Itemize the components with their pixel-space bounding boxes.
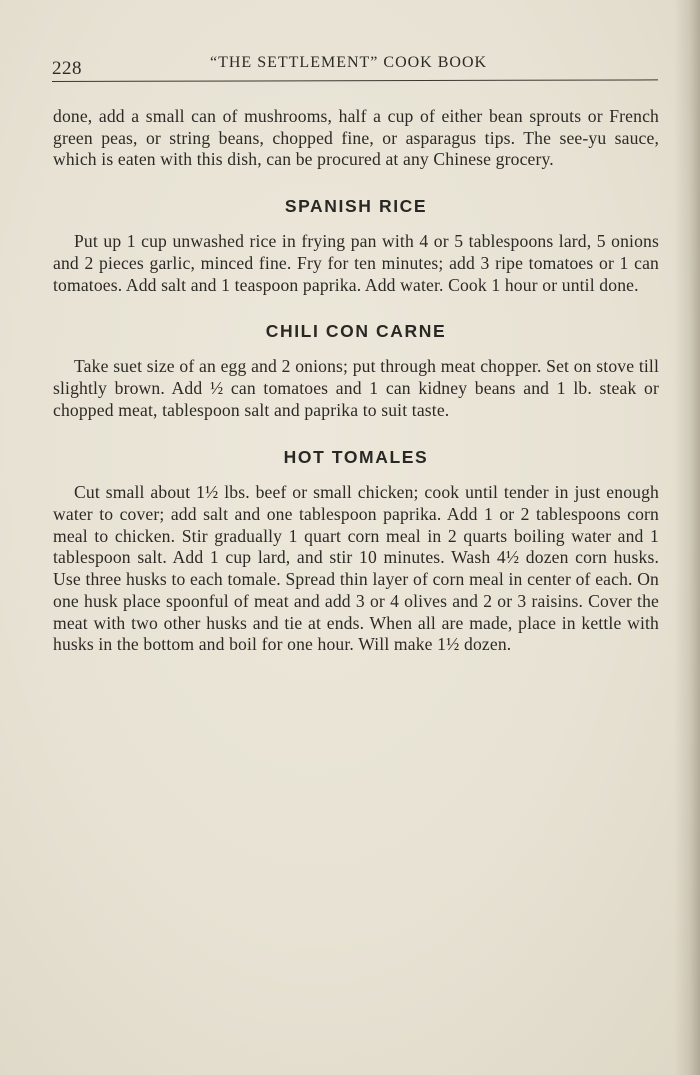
recipe-spanish-rice: [53, 196, 659, 296]
running-title: “THE SETTLEMENT” COOK BOOK: [210, 54, 488, 71]
recipe-body: Take suet size of an egg and 2 onions; put through meat chopper. Set on stove till slightly brown. Add ½ can tomatoes and 1 can kidney beans and 1 lb. steak or chopped meat, tablespoon salt and paprika to suit taste.: [53, 356, 659, 420]
recipe-hot-tomales: [53, 447, 659, 656]
page-number: 228: [52, 58, 82, 79]
recipe-title: SPANISH RICE: [284, 196, 428, 217]
page-header: [52, 52, 656, 82]
continued-paragraph: done, add a small can of mushrooms, half a cup of either bean sprouts or French green peas, or string beans, chopped fine, or asparagus tips. The see-yu sauce, which is eaten with this dish, can be procured at any Chinese grocery.: [53, 106, 659, 170]
recipe-body: Put up 1 cup unwashed rice in frying pan with 4 or 5 tablespoons lard, 5 onions and 2 pieces garlic, minced fine. Fry for ten minutes; add 3 ripe tomatoes or 1 can tomatoes. Add salt and 1 teaspoon paprika. Add water. Cook 1 hour or until done.: [53, 231, 659, 295]
recipe-chili-con-carne: [53, 321, 659, 421]
page-edge-shadow: [674, 0, 700, 1075]
recipe-title: CHILI CON CARNE: [265, 321, 447, 342]
recipe-title: HOT TOMALES: [283, 447, 429, 468]
page-content: [53, 106, 659, 656]
recipe-body: Cut small about 1½ lbs. beef or small chicken; cook until tender in just enough water to cover; add salt and one tablespoon paprika. Add 1 or 2 tablespoons corn meal to chicken. Stir gradually 1 quart corn meal in 2 quarts boiling water and 1 tablespoon salt. Add 1 cup lard, and stir 10 minutes. Wash 4½ dozen corn husks. Use three husks to each tomale. Spread thin layer of corn meal in center of each. On one husk place spoonful of meat and add 3 or 4 olives and 2 or 3 raisins. Cover the meat with two other husks and tie at ends. When all are made, place in kettle with husks in the bottom and boil for one hour. Will make 1½ dozen.: [53, 482, 659, 655]
